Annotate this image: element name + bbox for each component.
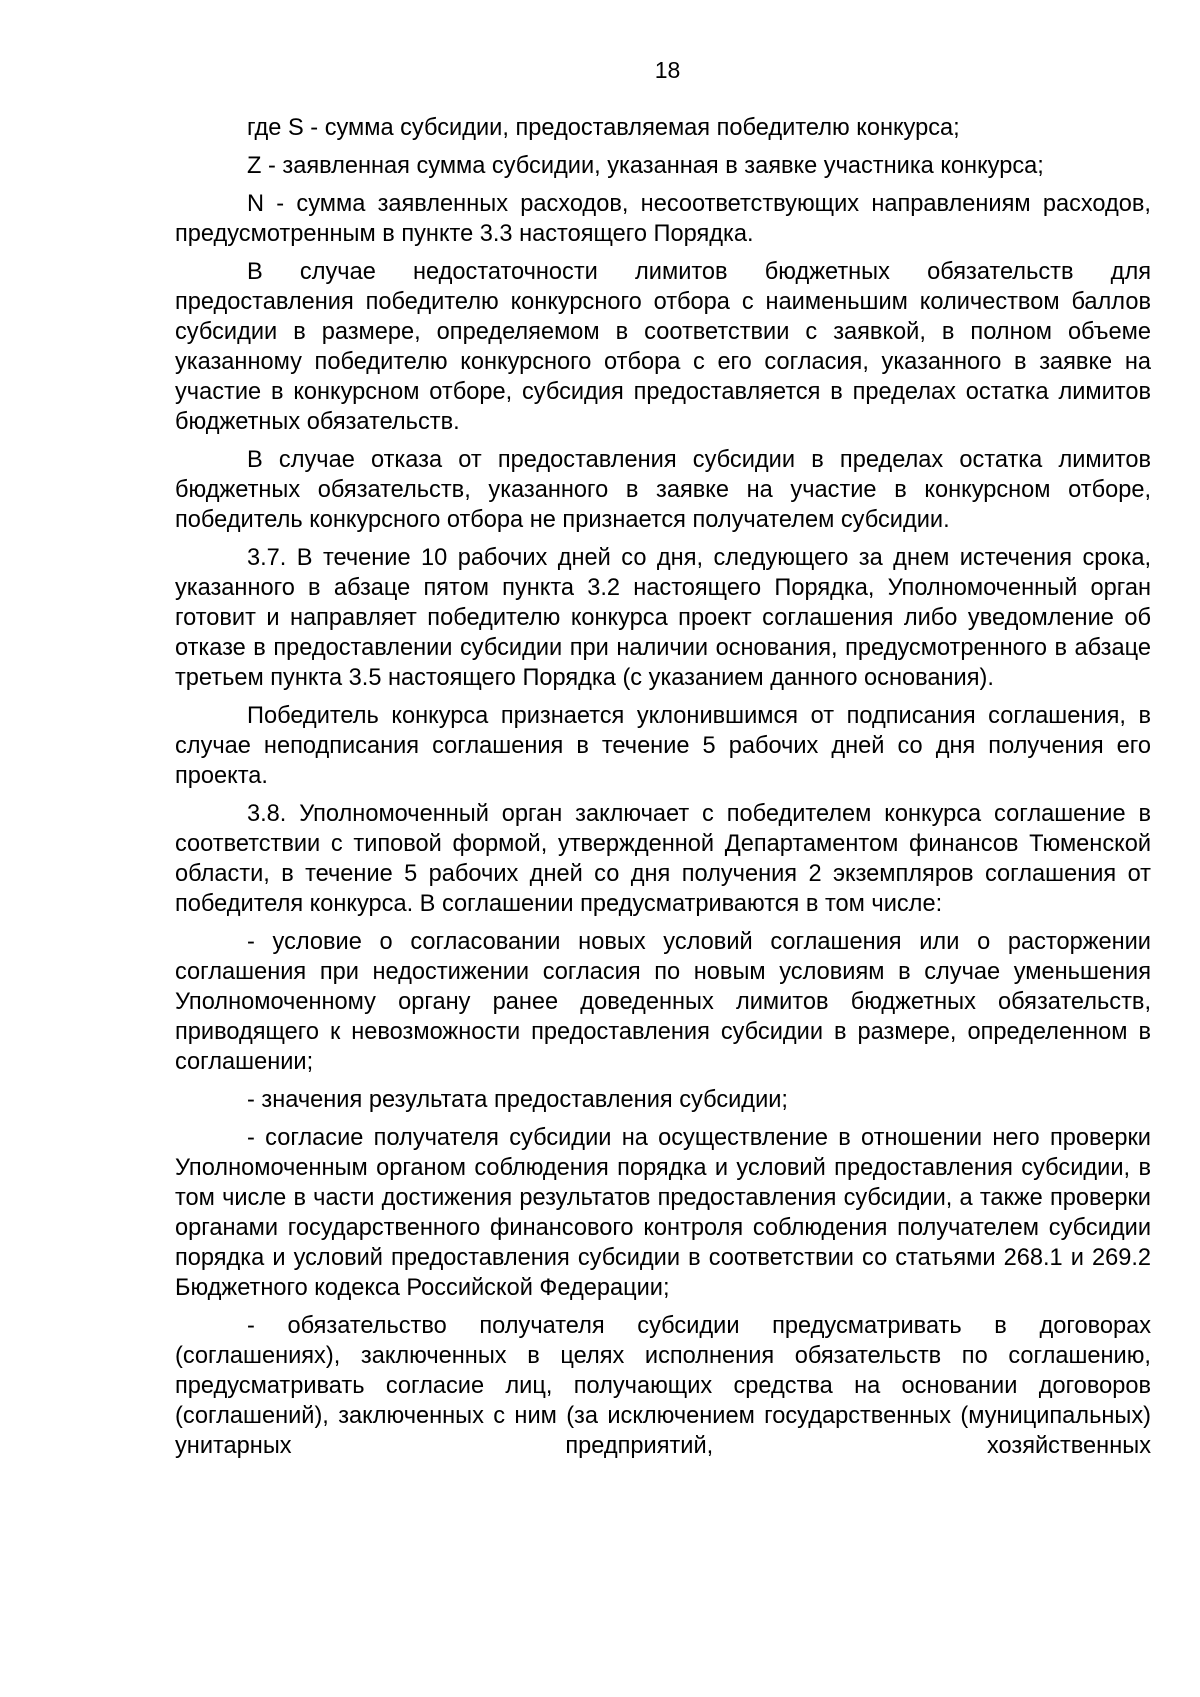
paragraph-obligation: - обязательство получателя субсидии предусматривать в договорах (соглашениях), заключенных в целях исполнения обязательств по соглашению, предусматривать согласие лиц, получающих средства на основании договоров (соглашений), заключенных с ним (за исключением государственных (муниципальных) унитарных предприятий, хозяйственных: [175, 1313, 1151, 1459]
paragraph-insufficient-limits: В случае недостаточности лимитов бюджетных обязательств для предоставления победителю конкурсного отбора с наименьшим количеством баллов субсидии в размере, определяемом в соответствии с заявкой, в полном объеме указанному победителю конкурсного отбора с его согласия, указанного в заявке на участие в конкурсном отборе, субсидия предоставляется в пределах остатка лимитов бюджетных обязательств.: [175, 259, 1151, 435]
paragraph-result-values: - значения результата предоставления субсидии;: [247, 1087, 788, 1113]
paragraph-condition-agreement: - условие о согласовании новых условий соглашения или о расторжении соглашения при недостижении согласия по новым условиям в случае уменьшения Уполномоченному органу ранее доведенных лимитов бюджетных обязательств, приводящего к невозможности предоставления субсидии в размере, определенном в соглашении;: [175, 929, 1151, 1075]
paragraph-consent-inspection: - согласие получателя субсидии на осуществление в отношении него проверки Уполномоченным органом соблюдения порядка и условий предоставления субсидии, в том числе в части достижения результатов предоставления субсидии, а также проверки органами государственного финансового контроля соблюдения получателем субсидии порядка и условий предоставления субсидии в соответствии со статьями 268.1 и 269.2 Бюджетного кодекса Российской Федерации;: [175, 1125, 1151, 1301]
paragraph-z-definition: Z - заявленная сумма субсидии, указанная в заявке участника конкурса;: [247, 153, 1044, 179]
paragraph-sum-definition: где S - сумма субсидии, предоставляемая победителю конкурса;: [247, 115, 960, 141]
page-number: 18: [654, 57, 681, 83]
paragraph-3-7: 3.7. В течение 10 рабочих дней со дня, следующего за днем истечения срока, указанного в абзаце пятом пункта 3.2 настоящего Порядка, Уполномоченный орган готовит и направляет победителю конкурса проект соглашения либо уведомление об отказе в предоставлении субсидии при наличии основания, предусмотренного в абзаце третьем пункта 3.5 настоящего Порядка (с указанием данного основания).: [175, 545, 1151, 691]
paragraph-3-8: 3.8. Уполномоченный орган заключает с победителем конкурса соглашение в соответствии с типовой формой, утвержденной Департаментом финансов Тюменской области, в течение 5 рабочих дней со дня получения 2 экземпляров соглашения от победителя конкурса. В соглашении предусматриваются в том числе:: [175, 801, 1151, 917]
paragraph-n-definition: N - сумма заявленных расходов, несоответствующих направлениям расходов, предусмотренным в пункте 3.3 настоящего Порядка.: [175, 191, 1151, 247]
paragraph-refusal: В случае отказа от предоставления субсидии в пределах остатка лимитов бюджетных обязательств, указанного в заявке на участие в конкурсном отборе, победитель конкурсного отбора не признается получателем субсидии.: [175, 447, 1151, 533]
paragraph-evasion: Победитель конкурса признается уклонившимся от подписания соглашения, в случае неподписания соглашения в течение 5 рабочих дней со дня получения его проекта.: [175, 703, 1151, 789]
document-body: [175, 113, 1151, 1469]
